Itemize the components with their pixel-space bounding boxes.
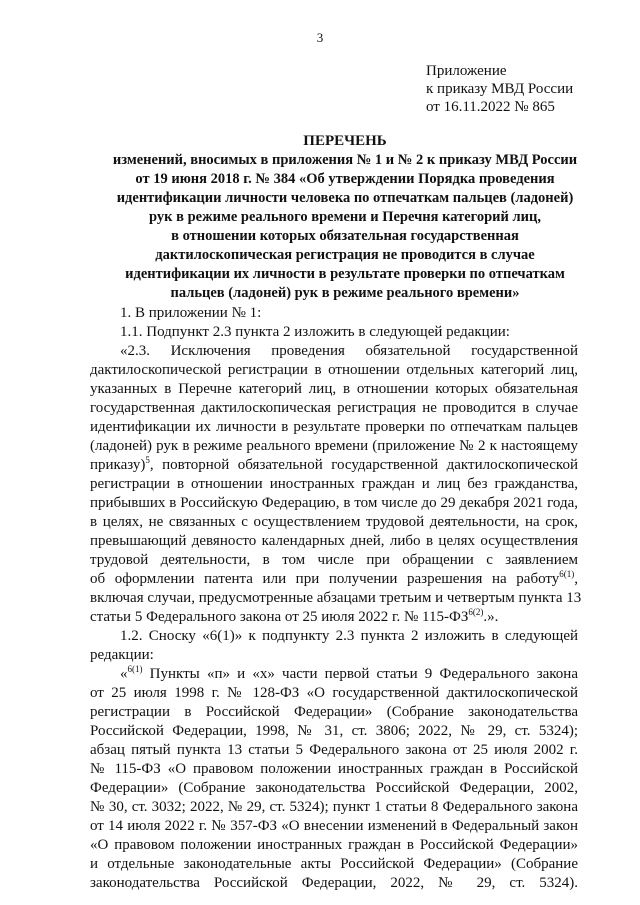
- page-number: 3: [316, 30, 324, 45]
- body-line: [90, 456, 578, 475]
- body-line: редакции:: [90, 647, 154, 663]
- body-text: «: [120, 666, 128, 682]
- body-text: Пункты «п» и «х» части первой статьи 9 Федерального закона: [142, 666, 578, 682]
- body-line: регистрации в Российской Федерации» (Собрание законодательства: [90, 704, 578, 720]
- body-line: 1.2. Сноску «6(1)» к подпункту 2.3 пункта 2 изложить в следующей: [120, 628, 578, 644]
- body-text: об оформлении патента или при получении разрешения на работу: [90, 571, 560, 587]
- body-line: № 30, ст. 3032; 2022, № 29, ст. 5324); пункт 1 статьи 8 Федерального закона: [90, 799, 578, 815]
- appendix-line: к приказу МВД России: [426, 81, 574, 97]
- document-title: ПЕРЕЧЕНЬ: [303, 133, 387, 149]
- body-line: от 14 июля 2022 г. № 357-ФЗ «О внесении изменений в Федеральный закон: [90, 818, 578, 834]
- body-text: приказу): [90, 457, 146, 473]
- body-text: , повторной обязательной государственной дактилоскопической: [149, 457, 578, 473]
- appendix-reference: [426, 62, 573, 116]
- body-line: государственная дактилоскопическая регистрация не проводится в случае: [90, 400, 578, 416]
- document-body: [90, 304, 582, 893]
- body-line: от 25 июля 1998 г. № 128-ФЗ «О государственной дактилоскопической: [90, 685, 578, 701]
- subtitle-line: дактилоскопическая регистрация не проводится в случае: [155, 247, 535, 263]
- body-line: [90, 608, 578, 627]
- body-line: идентификации их личности в результате проверки по отпечаткам пальцев: [90, 419, 578, 435]
- body-line: 1. В приложении № 1:: [120, 305, 262, 321]
- subtitle-line: идентификации их личности в результате проверки по отпечаткам: [125, 266, 565, 282]
- subtitle-line: в отношении которых обязательная государственная: [171, 228, 519, 244]
- body-line: [90, 570, 578, 589]
- body-line: и отдельные законодательные акты Российской Федерации» (Собрание: [90, 856, 578, 872]
- body-line: 1.1. Подпункт 2.3 пункта 2 изложить в следующей редакции:: [120, 324, 510, 340]
- body-line: указанных в Перечне категорий лиц, в отношении которых обязательная: [90, 381, 578, 397]
- footnote-marker: 5: [145, 455, 150, 465]
- document-subtitle: [90, 151, 600, 303]
- footnote-marker: 6(1): [559, 569, 575, 579]
- body-text: .».: [483, 609, 499, 625]
- body-line: законодательства Российской Федерации, 2022, № 29, ст. 5324).: [90, 875, 578, 891]
- body-line: Федерации» (Собрание законодательства Российской Федерации, 2002,: [90, 780, 578, 796]
- body-line: трудовой деятельности, в том числе при обращении с заявлением: [90, 552, 578, 568]
- body-line: [90, 665, 578, 684]
- body-line: (ладоней) рук в режиме реального времени (приложение № 2 к настоящему: [90, 438, 578, 454]
- subtitle-line: от 19 июня 2018 г. № 384 «Об утверждении Порядка проведения: [135, 171, 555, 187]
- body-line: дактилоскопической регистрации в отношении отдельных категорий лиц,: [90, 362, 578, 378]
- body-line: № 115-ФЗ «О правовом положении иностранных граждан в Российской: [90, 761, 578, 777]
- subtitle-line: идентификации личности человека по отпечаткам пальцев (ладоней): [116, 190, 574, 206]
- subtitle-line: изменений, вносимых в приложения № 1 и № 2 к приказу МВД России: [112, 152, 578, 168]
- body-text: статьи 5 Федерального закона от 25 июля 2022 г. № 115-ФЗ: [90, 609, 469, 625]
- body-line: в целях, не связанных с осуществлением трудовой деятельности, на срок,: [90, 514, 578, 530]
- footnote-marker: 6(1): [127, 664, 143, 674]
- body-line: прибывших в Российскую Федерацию, в том числе до 29 декабря 2021 года,: [90, 495, 578, 511]
- appendix-line: от 16.11.2022 № 865: [426, 99, 555, 115]
- body-line: Российской Федерации, 1998, № 31, ст. 3806; 2022, № 29, ст. 5324);: [90, 723, 578, 739]
- body-text: ,: [574, 571, 578, 587]
- subtitle-line: рук в режиме реального времени и Перечня категорий лиц,: [149, 209, 541, 225]
- body-line: абзац пятый пункта 13 статьи 5 Федерального закона от 25 июля 2002 г.: [90, 742, 578, 758]
- body-line: регистрации в отношении иностранных граждан и лиц без гражданства,: [90, 476, 578, 492]
- body-line: «О правовом положении иностранных граждан в Российской Федерации»: [90, 837, 578, 853]
- body-line: включая случаи, предусмотренные абзацами третьим и четвертым пункта 13: [90, 590, 582, 606]
- footnote-marker: 6(2): [468, 607, 484, 617]
- subtitle-line: пальцев (ладоней) рук в режиме реального времени»: [170, 285, 520, 301]
- appendix-line: Приложение: [426, 63, 507, 79]
- body-line: превышающий девяносто календарных дней, либо в целях осуществления: [90, 533, 578, 549]
- body-line: «2.3. Исключения проведения обязательной государственной: [120, 343, 578, 359]
